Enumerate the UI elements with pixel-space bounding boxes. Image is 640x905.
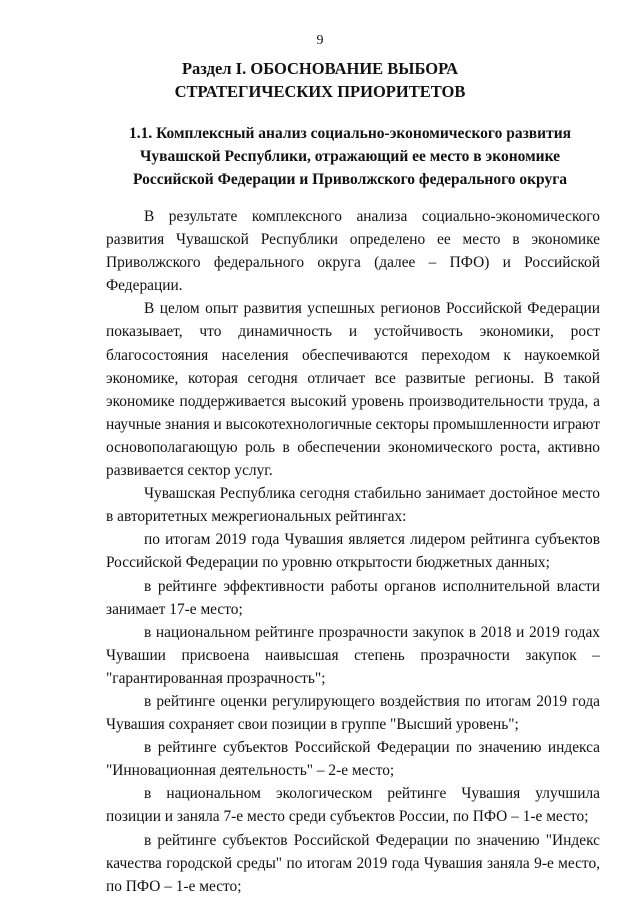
- rating-item-innovation-index: в рейтинге субъектов Российской Федерации по значению индекса "Инновационная деятельность" – 2-е место;: [106, 739, 600, 780]
- subsection-title-line: Чувашской Республики, отражающий ее место в экономике: [139, 148, 561, 165]
- page-number: 9: [316, 33, 324, 48]
- body-text: [106, 205, 600, 898]
- rating-item-budget-openness: по итогам 2019 года Чувашия является лидером рейтинга субъектов Российской Федерации по уровню открытости бюджетных данных;: [106, 531, 600, 572]
- rating-item-procurement-transparency: в национальном рейтинге прозрачности закупок в 2018 и 2019 годах Чувашии присвоена наивысшая степень прозрачности закупок – "гарантированная прозрачность";: [106, 623, 600, 687]
- paragraph-ratings-intro: Чувашская Республика сегодня стабильно занимает достойное место в авторитетных межрегиональных рейтингах:: [106, 485, 600, 526]
- section-title-line: СТРАТЕГИЧЕСКИХ ПРИОРИТЕТОВ: [174, 81, 466, 101]
- section-title: [60, 58, 580, 103]
- rating-item-executive-efficiency: в рейтинге эффективности работы органов исполнительной власти занимает 17-е место;: [106, 577, 600, 618]
- paragraph-regional-experience: В целом опыт развития успешных регионов Российской Федерации показывает, что динамичность и устойчивость экономики, рост благосостояния населения обеспечиваются переходом к наукоемкой экономике, которая сегодня отличает все развитые регионы. В такой экономике поддерживается высокий уровень производительности труда, а научные знания и высокотехнологичные секторы промышленности играют основополагающую роль в обеспечении экономического роста, активно развивается сектор услуг.: [106, 300, 600, 480]
- subsection-title: [100, 122, 600, 191]
- paragraph-analysis-intro: В результате комплексного анализа социально-экономического развития Чувашской Республики определено ее место в экономике Приволжского федерального округа (далее – ПФО) и Российской Федерации.: [106, 208, 600, 295]
- subsection-title-line: 1.1. Комплексный анализ социально-экономического развития: [128, 125, 572, 142]
- subsection-title-line: Российской Федерации и Приволжского федерального округа: [133, 171, 567, 188]
- rating-item-ecological-rating: в национальном экологическом рейтинге Чувашия улучшила позиции и заняла 7-е место среди субъектов России, по ПФО – 1-е место;: [106, 785, 600, 826]
- rating-item-regulatory-impact: в рейтинге оценки регулирующего воздействия по итогам 2019 года Чувашия сохраняет свои позиции в группе "Высший уровень";: [106, 692, 600, 734]
- rating-item-urban-environment: в рейтинге субъектов Российской Федерации по значению "Индекс качества городской среды" по итогам 2019 года Чувашия заняла 9-е место, по ПФО – 1-е место;: [106, 831, 600, 895]
- section-title-line: Раздел I. ОБОСНОВАНИЕ ВЫБОРА: [181, 59, 459, 78]
